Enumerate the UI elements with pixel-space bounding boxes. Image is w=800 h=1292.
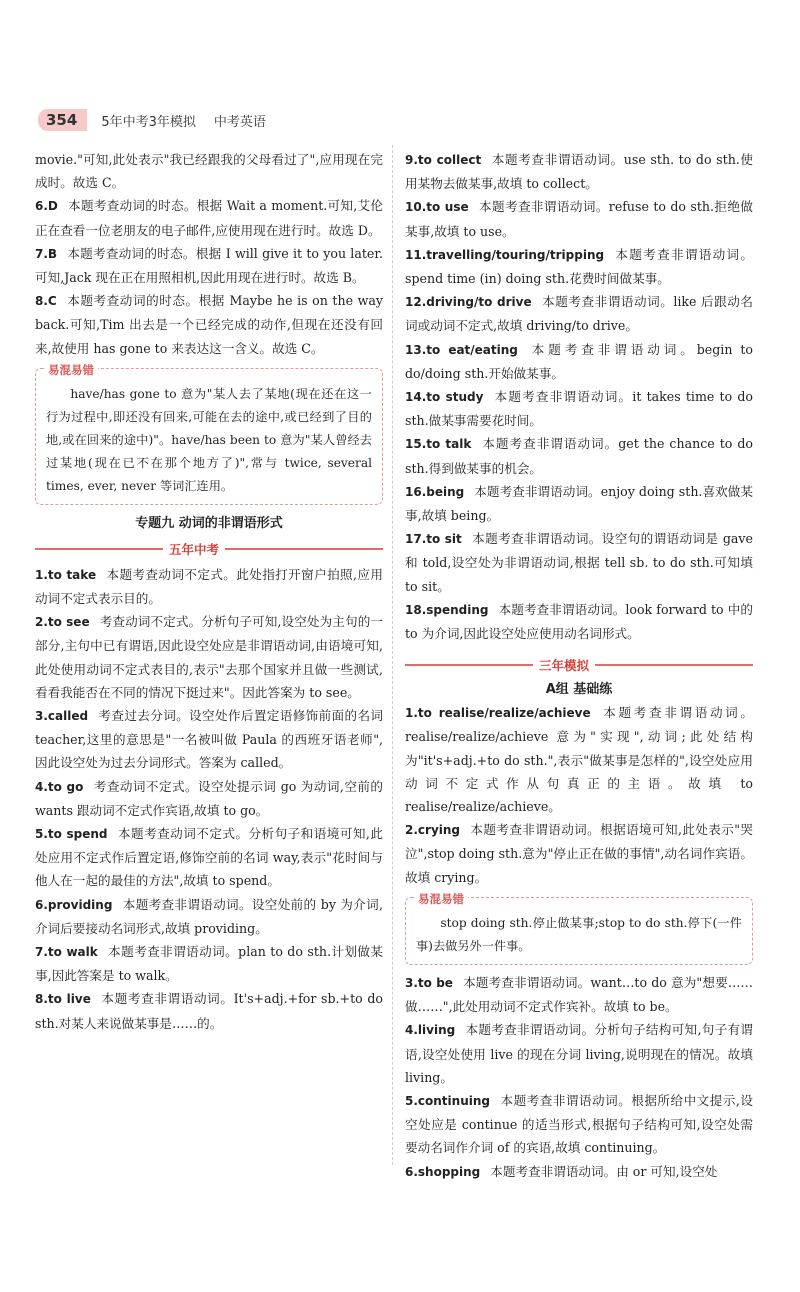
answer-explanation: 本题考查动词的时态。根据 Wait a moment.可知,艾伦正在查看一位老朋友的电子邮件,应使用现在进行时。故选 D。 [35, 198, 383, 238]
answer-key: 6.shopping [405, 1164, 481, 1179]
answer-item [405, 385, 753, 432]
answer-explanation: 本题考查非谓语动词。It's+adj.+for sb.+to do sth.对某人来说做某事是……的。 [35, 991, 383, 1031]
answer-explanation: 本题考查非谓语动词。it takes time to do sth.做某事需要花时间。 [405, 389, 753, 429]
answer-list-right-mid [405, 701, 753, 889]
answer-explanation: 本题考查非谓语动词。enjoy doing sth.喜欢做某事,故填 being。 [405, 483, 753, 524]
answer-item [35, 289, 383, 360]
answer-item [405, 195, 753, 242]
answer-list-left-top [35, 148, 383, 360]
answer-explanation: 本题考查非谓语动词。use sth. to do sth.使用某物去做某事,故填 to collect。 [405, 152, 754, 192]
answer-item [405, 148, 753, 195]
page-number: 354 [38, 109, 87, 131]
answer-key: 6.providing [35, 897, 113, 912]
answer-key: 10.to use [405, 200, 469, 215]
answer-key: 16.being [405, 484, 465, 499]
answer-key: 4.living [405, 1023, 456, 1038]
answer-key: 9.to collect [405, 153, 482, 167]
answer-key: 5.continuing [405, 1093, 490, 1108]
group-title: A组 基础练 [545, 682, 613, 698]
answer-item [35, 987, 383, 1034]
answer-key: 6.D [35, 199, 58, 214]
answer-key: 11.travelling/touring/tripping [405, 247, 605, 262]
answer-explanation: 本题考查非谓语动词。get the chance to do sth.得到做某事的机会。 [405, 436, 753, 476]
answer-list-right-bottom [405, 971, 753, 1184]
answer-item [35, 242, 383, 289]
note-text: have/has gone to 意为"某人去了某地(现在还在这一行为过程中,即还没有回来,可能在去的途中,或已经到了目的地,或在回来的途中)"。have/has been to 意为"某人曾经去过某地(现在已不在那个地方了)",常与 twice, several times, ever, never 等词汇连用。 [46, 386, 372, 493]
answer-explanation: 本题考查非谓语动词。设空句的谓语动词是 gave 和 told,设空处为非谓语动词,根据 tell sb. to do sth.可知填 to sit。 [405, 531, 753, 594]
answer-item [405, 243, 753, 290]
answer-item [405, 338, 753, 385]
note-label-2: 易混易错 [414, 888, 468, 911]
answer-explanation: 本题考查非谓语动词。根据语境可知,此处表示"哭泣",stop doing sth.意为"停止正在做的事情",动名词作宾语。故填 crying。 [405, 822, 753, 885]
error-note-box-2 [405, 891, 753, 965]
answer-key: 3.to be [405, 975, 453, 990]
answer-key: 4.to go [35, 779, 84, 794]
answer-item [405, 432, 753, 479]
answer-key: 3.called [35, 709, 89, 724]
answer-key: 13.to eat/eating [405, 342, 518, 357]
answer-explanation: 本题考查非谓语动词。realise/realize/achieve 意为"实现",动词;此处结构为"it's+adj.+to do sth.",表示"做某事是怎样的",设空处应用动词不定式作从句真正的主语。故填 to realise/realize/achieve。 [405, 705, 754, 815]
answer-explanation: 本题考查非谓语动词。由 or 可知,设空处 [490, 1163, 718, 1179]
answer-explanation: 考查动词不定式。分析句子可知,设空处为主句的一部分,主句中已有谓语,因此设空处应是非谓语动词,由语境可知,此处使用动词不定式表目的,表示"去那个国家并且做一些测试,看看我能否在不同的情况下挺过来"。因此答案为 to see。 [35, 614, 383, 700]
note-label: 易混易错 [44, 359, 98, 382]
answer-list-left-bottom [35, 563, 383, 1035]
answer-item [405, 480, 753, 527]
answer-explanation: 考查过去分词。设空处作后置定语修饰前面的名词 teacher,这里的意思是"一名被叫做 Paula 的西班牙语老师",因此设空处为过去分词形式。答案为 called。 [35, 708, 383, 771]
page-header [38, 108, 266, 132]
answer-explanation: 本题考查动词不定式。分析句子和语境可知,此处应用不定式作后置定语,修饰空前的名词 way,表示"花时间与他人在一起的最佳的方法",故填 to spend。 [35, 826, 383, 889]
answer-item [405, 527, 753, 598]
answer-key: 1.to take [35, 567, 97, 582]
answer-item [35, 893, 383, 940]
answer-explanation: 本题考查非谓语动词。look forward to 中的 to 为介词,因此设空处应使用动名词形式。 [405, 601, 753, 642]
answer-key: 15.to talk [405, 437, 472, 452]
answer-key: 12.driving/to drive [405, 295, 532, 310]
answer-explanation: 本题考查动词的时态。根据 I will give it to you later.可知,Jack 现在正在用照相机,因此用现在进行时。故选 B。 [35, 245, 383, 286]
answer-item [35, 194, 383, 241]
answer-key: 5.to spend [35, 827, 108, 842]
answer-explanation: 本题考查非谓语动词。begin to do/doing sth.开始做某事。 [405, 341, 753, 381]
answer-explanation: 本题考查动词的时态。根据 Maybe he is on the way back.可知,Tim 出去是一个已经完成的动作,但现在还没有回来,故使用 has gone to 来表达这一含义。故选 C。 [35, 293, 383, 356]
answer-item [405, 598, 753, 645]
answer-item [405, 701, 753, 818]
answer-item [405, 1018, 753, 1089]
answer-explanation: 本题考查非谓语动词。want…to do 意为"想要……做……",此处用动词不定式作宾补。故填 to be。 [405, 974, 754, 1015]
book-title: 5年中考3年模拟 [101, 114, 196, 130]
band-label: 五年中考 [163, 538, 225, 561]
answer-item [35, 704, 383, 775]
answer-item [405, 1160, 753, 1184]
answer-item: movie."可知,此处表示"我已经跟我的父母看过了",应用现在完成时。故选 C。 [35, 152, 383, 191]
answer-key: 18.spending [405, 602, 489, 617]
answer-key: 2.to see [35, 615, 90, 630]
answer-explanation: 考查动词不定式。设空处提示词 go 为动词,空前的 wants 跟动词不定式作宾语,故填 to go。 [35, 778, 383, 818]
answer-key: 17.to sit [405, 532, 462, 547]
answer-explanation: 本题考查非谓语动词。分析句子结构可知,句子有谓语,设空处使用 live 的现在分词 living,说明现在的情况。故填 living。 [405, 1022, 753, 1085]
answer-key: 1.to realise/realize/achieve [405, 706, 591, 721]
answer-item [35, 775, 383, 822]
answer-key: 2.crying [405, 823, 461, 838]
answer-key: 7.to walk [35, 945, 98, 960]
answer-explanation: 本题考查非谓语动词。like 后跟动名词或动词不定式,故填 driving/to drive。 [405, 294, 753, 334]
answer-explanation: 本题考查动词不定式。此处指打开窗户拍照,应用动词不定式表示目的。 [35, 566, 383, 607]
answer-item [405, 1089, 753, 1160]
answer-key: 7.B [35, 246, 58, 261]
answer-explanation: 本题考查非谓语动词。spend time (in) doing sth.花费时间做某事。 [405, 246, 753, 287]
column-divider [392, 145, 393, 1165]
answer-item [35, 563, 383, 610]
answer-key: 8.C [35, 294, 57, 309]
section-band-2 [405, 653, 753, 675]
answer-explanation: 本题考查非谓语动词。plan to do sth.计划做某事,因此答案是 to walk。 [35, 944, 383, 984]
answer-item [405, 818, 753, 889]
answer-explanation: 本题考查非谓语动词。refuse to do sth.拒绝做某事,故填 to use。 [405, 199, 753, 239]
band-label-2: 三年模拟 [533, 654, 595, 677]
book-subject: 中考英语 [213, 114, 266, 130]
answer-item [405, 290, 753, 337]
note-text-2: stop doing sth.停止做某事;stop to do sth.停下(一件事)去做另外一件事。 [416, 915, 742, 953]
answer-key: 14.to study [405, 390, 484, 405]
left-column [35, 148, 383, 1035]
answer-item [35, 822, 383, 893]
section-title: 专题九 动词的非谓语形式 [135, 515, 283, 531]
answer-key: 8.to live [35, 992, 91, 1007]
error-note-box [35, 362, 383, 505]
section-band [35, 537, 383, 559]
answer-item [35, 940, 383, 987]
right-column [405, 148, 753, 1184]
answer-item [35, 610, 383, 704]
answer-item [405, 971, 753, 1018]
answer-explanation: 本题考查非谓语动词。设空处前的 by 为介词,介词后要接动名词形式,故填 providing。 [35, 896, 383, 936]
answer-explanation: 本题考查非谓语动词。根据所给中文提示,设空处应是 continue 的适当形式,根据句子结构可知,设空处需要动名词作介词 of 的宾语,故填 continuing。 [405, 1092, 753, 1156]
answer-list-right-top [405, 148, 753, 645]
